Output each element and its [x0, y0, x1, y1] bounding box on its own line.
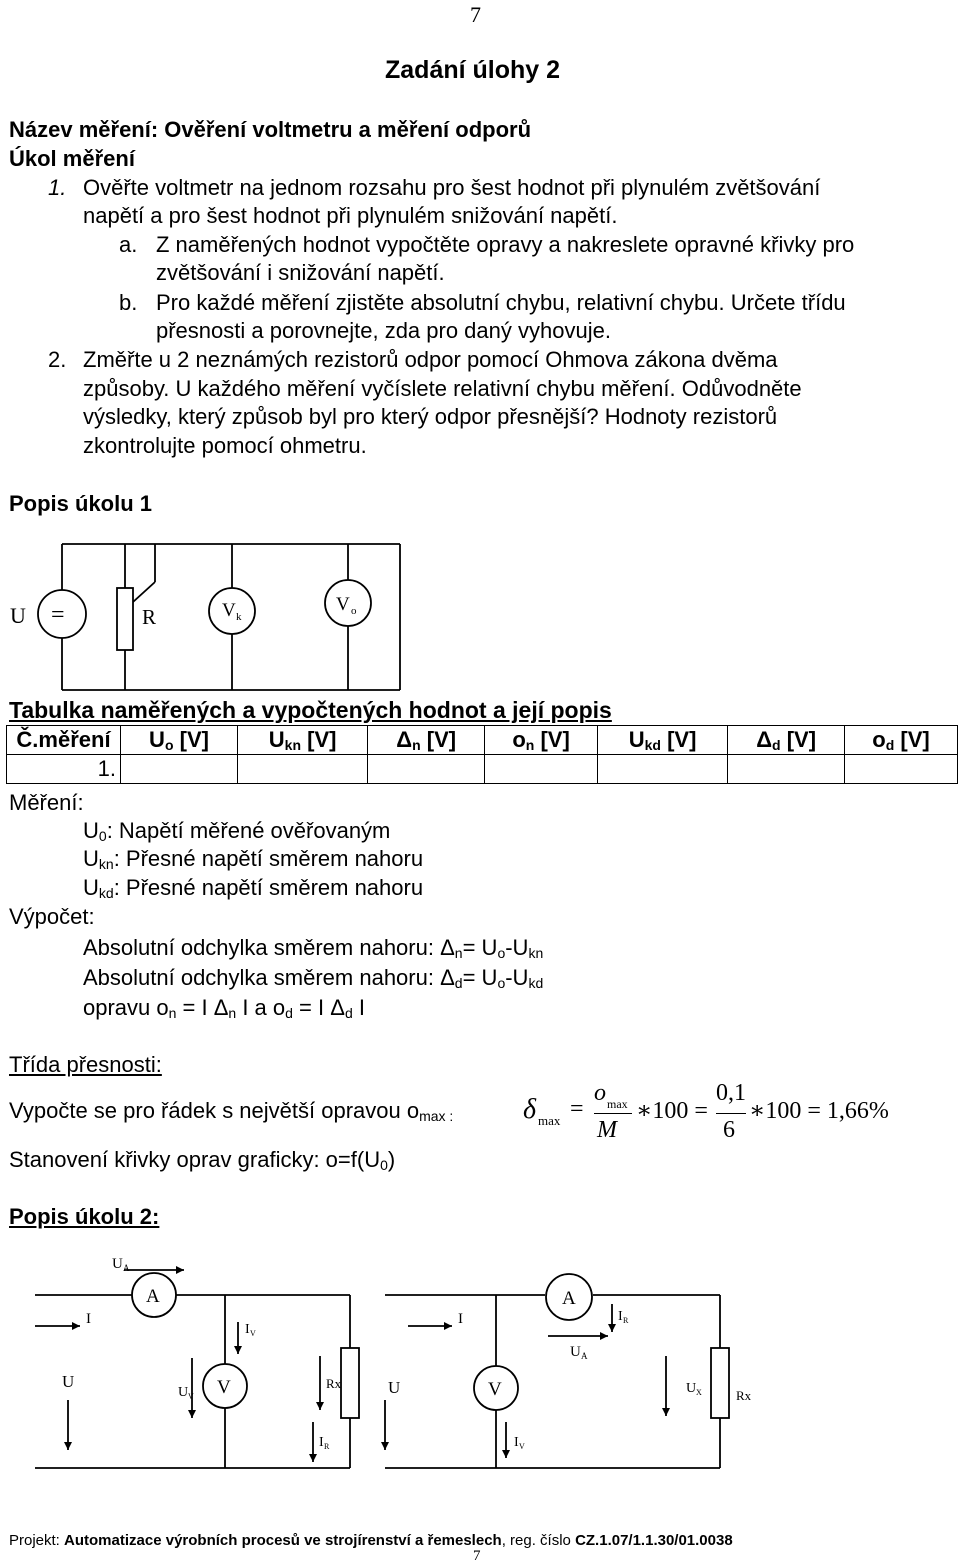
table-heading: Tabulka naměřených a vypočtených hodnot a její popis [9, 697, 612, 723]
col-header-cislo: Č.měření [7, 726, 121, 755]
resistor-rx-symbol [341, 1348, 359, 1418]
symbol-sub: max [419, 1108, 446, 1124]
task-2-line: Změřte u 2 neznámých rezistorů odpor pomocí Ohmova zákona dvěma [83, 347, 778, 372]
formula-numerator-2: 0,1 [716, 1080, 746, 1106]
header-unit: [V] [420, 727, 457, 752]
resistor-rx-symbol [711, 1348, 729, 1418]
col-header-od [845, 726, 958, 755]
header-symbol: o [512, 727, 526, 752]
table-cell [238, 755, 368, 784]
circuit3-rx-label: Rx [736, 1388, 752, 1403]
fraction-bar [594, 1113, 632, 1114]
formula-delta: δ [523, 1094, 537, 1125]
table-cell [485, 755, 598, 784]
text: -U [505, 935, 529, 960]
header-sub: n [525, 737, 535, 753]
col-header-ukd [597, 726, 727, 755]
header-unit: [V] [894, 727, 930, 752]
header-sub: kn [284, 737, 302, 753]
description: : Přesné napětí směrem nahoru [113, 875, 424, 900]
text: = U [462, 965, 498, 990]
formula-delta-sub: max [538, 1113, 561, 1128]
results-table [6, 725, 958, 784]
circuit-diagram-1 [0, 530, 420, 700]
circuit1-dc-sign: = [51, 602, 65, 628]
text: = I [292, 995, 331, 1020]
circuit3-ir-sub: R [623, 1316, 629, 1325]
symbol-sub: 0 [98, 828, 107, 844]
krivky-line [9, 1147, 395, 1173]
vypocet-line-n [83, 935, 543, 961]
mereni-ukn-line [83, 846, 423, 872]
table-row [7, 755, 958, 784]
circuit3-v-label: V [488, 1379, 502, 1400]
text: , reg. číslo [501, 1532, 576, 1549]
popis-1-heading: Popis úkolu 1 [9, 491, 153, 516]
page-number-top: 7 [470, 2, 481, 27]
header-symbol: o [872, 727, 886, 752]
symbol-sub: o [497, 945, 506, 961]
table-cell [368, 755, 485, 784]
vypocet-oprava-line [83, 995, 365, 1021]
text: = U [462, 935, 498, 960]
delta-symbol: Δ [330, 995, 345, 1020]
delta-symbol: Δ [440, 965, 455, 990]
formula-result: ∗100 = 1,66% [749, 1098, 889, 1124]
mereni-u0-line [83, 818, 390, 844]
header-unit: [V] [780, 727, 817, 752]
task-a-line: zvětšování i snižování napětí. [156, 260, 445, 285]
circuit3-iv-sub: V [519, 1442, 525, 1451]
task-b-number: b. [119, 290, 138, 315]
circuit1-vk-sub: k [236, 611, 242, 623]
project-name: Automatizace výrobních procesů ve strojírenství a řemeslech [64, 1532, 502, 1549]
trida-line [9, 1098, 453, 1124]
circuit2-ir-label: I [319, 1435, 324, 1450]
text: Stanovení křivky oprav graficky: o=f(U [9, 1147, 381, 1172]
circuit-diagram-2 [20, 1250, 380, 1480]
circuit2-ua-sub: A [123, 1263, 130, 1273]
text: ) [387, 1147, 396, 1172]
description: : Přesné napětí směrem nahoru [113, 846, 424, 871]
table-cell [845, 755, 958, 784]
header-sub: kd [644, 737, 661, 753]
circuit1-u-label: U [10, 603, 26, 628]
text: opravu o [83, 995, 169, 1020]
header-sub: o [164, 737, 174, 753]
header-sub: d [885, 737, 895, 753]
popis-2-heading: Popis úkolu 2: [9, 1204, 160, 1229]
table-cell: 1. [7, 755, 121, 784]
col-header-ukn [238, 726, 368, 755]
rheostat-symbol [117, 588, 133, 650]
circuit1-vo-label: V [336, 594, 350, 615]
header-unit: [V] [173, 727, 209, 752]
circuit2-rx-label: Rx [326, 1376, 342, 1391]
symbol-sub: kd [98, 885, 114, 901]
symbol-sub: n [168, 1005, 177, 1021]
task-2-line: způsoby. U každého měření vyčíslete relativní chybu měření. Odůvodněte [83, 376, 802, 401]
text: = I [176, 995, 214, 1020]
mereni-ukd-line [83, 875, 423, 901]
symbol-sub: kd [528, 975, 544, 991]
text: Vypočte se pro řádek s největší opravou o [9, 1098, 420, 1123]
fraction-bar [716, 1113, 746, 1114]
task-b-line: Pro každé měření zjistěte absolutní chybu, relativní chybu. Určete třídu [156, 290, 846, 315]
circuit3-iv-label: I [514, 1435, 519, 1450]
circuit3-ua-sub: A [581, 1351, 588, 1361]
col-header-on [485, 726, 598, 755]
symbol-sub: d [285, 1005, 293, 1021]
header-sub: d [772, 737, 781, 753]
symbol-sub: d [454, 975, 463, 991]
vypocet-label: Výpočet: [9, 904, 95, 929]
page-title: Zadání úlohy 2 [385, 56, 561, 84]
circuit1-r-label: R [142, 605, 157, 629]
circuit3-u-label: U [388, 1378, 401, 1397]
formula-eq: = [570, 1096, 584, 1122]
circuit2-uv-sub: V [188, 1392, 194, 1401]
rheostat-slider [133, 582, 155, 602]
task-1-line: napětí a pro šest hodnot při plynulém snižování napětí. [83, 203, 618, 228]
description: : Napětí měřené ověřovaným [106, 818, 391, 843]
task-1-number: 1. [48, 175, 67, 200]
circuit2-ir-sub: R [324, 1442, 330, 1451]
circuit3-i-label: I [458, 1311, 463, 1327]
header-unit: [V] [660, 727, 697, 752]
table-cell [121, 755, 238, 784]
symbol-sub: n [228, 1005, 237, 1021]
circuit-diagram-3 [380, 1250, 790, 1480]
task-a-number: a. [119, 232, 138, 257]
symbol-sub: kn [98, 856, 114, 872]
task-heading: Úkol měření [9, 146, 135, 171]
circuit2-iv-sub: V [250, 1329, 256, 1338]
registration-number: CZ.1.07/1.1.30/01.0038 [575, 1532, 733, 1549]
symbol-sub: kn [528, 945, 544, 961]
circuit2-i-label: I [86, 1311, 91, 1327]
trida-heading: Třída přesnosti: [9, 1052, 162, 1077]
symbol: U [83, 846, 99, 871]
symbol: U [83, 818, 99, 843]
circuit2-a-label: A [146, 1286, 160, 1307]
circuit2-iv-label: I [245, 1322, 250, 1337]
task-2-line: výsledky, který způsob byl pro který odpor přesnější? Hodnoty rezistorů [83, 404, 778, 429]
header-symbol: U [149, 727, 165, 752]
measurement-name: Název měření: Ověření voltmetru a měření odporů [9, 117, 532, 142]
circuit2-u-label: U [62, 1372, 75, 1391]
delta-symbol: Δ [213, 995, 229, 1020]
circuit3-ir-label: I [618, 1309, 623, 1324]
table-cell [728, 755, 845, 784]
header-symbol: U [268, 727, 285, 752]
header-unit: [V] [301, 727, 337, 752]
text: Absolutní odchylka směrem nahoru: [83, 935, 441, 960]
symbol-sub: 0 [380, 1157, 388, 1173]
task-1-line: Ověřte voltmetr na jednom rozsahu pro šest hodnot při plynulém zvětšování [83, 175, 821, 200]
text: Absolutní odchylka směrem nahoru: [83, 965, 441, 990]
header-unit: [V] [534, 727, 570, 752]
circuit2-uv-label: U [178, 1385, 189, 1400]
col-header-delta-d [728, 726, 845, 755]
header-symbol: Δ [756, 727, 773, 752]
formula-denominator-2: 6 [723, 1117, 735, 1143]
text: Projekt: [9, 1532, 65, 1549]
text: I [352, 995, 365, 1020]
table-cell [597, 755, 727, 784]
text: -U [505, 965, 529, 990]
header-sub: n [412, 737, 421, 753]
formula-numerator: o [594, 1080, 606, 1106]
text: I a o [236, 995, 286, 1020]
task-a-line: Z naměřených hodnot vypočtěte opravy a nakreslete opravné křivky pro [156, 232, 855, 257]
vypocet-line-d [83, 965, 543, 991]
symbol: U [83, 875, 99, 900]
symbol-sub: d [344, 1005, 353, 1021]
circuit3-ux-label: U [686, 1381, 697, 1396]
circuit1-vk-label: V [222, 600, 236, 621]
delta-symbol: Δ [440, 935, 455, 960]
symbol-sub: n [454, 945, 463, 961]
symbol-sub: o [497, 975, 506, 991]
task-2-line: zkontrolujte pomocí ohmetru. [83, 433, 367, 458]
header-symbol: U [628, 727, 645, 752]
formula-mul-1: ∗100 = [636, 1098, 708, 1124]
table-header-row [7, 726, 958, 755]
footer-project-line [9, 1532, 733, 1549]
text: : [445, 1108, 454, 1124]
task-b-line: přesnosti a porovnejte, zda pro daný vyhovuje. [156, 318, 611, 343]
task-2-number: 2. [48, 347, 67, 372]
circuit3-a-label: A [562, 1288, 576, 1309]
circuit3-ua-label: U [570, 1344, 581, 1360]
circuit2-v-label: V [217, 1377, 231, 1398]
formula-denominator: M [597, 1117, 617, 1143]
circuit3-ux-sub: X [696, 1388, 702, 1397]
circuit1-vo-sub: o [351, 605, 357, 617]
header-symbol: Δ [396, 727, 413, 752]
col-header-uo [121, 726, 238, 755]
formula-numerator-sub: max [607, 1097, 628, 1111]
circuit2-ua-label: U [112, 1256, 123, 1272]
mereni-label: Měření: [9, 790, 84, 815]
footer-page-number: 7 [473, 1548, 481, 1564]
col-header-delta-n [368, 726, 485, 755]
